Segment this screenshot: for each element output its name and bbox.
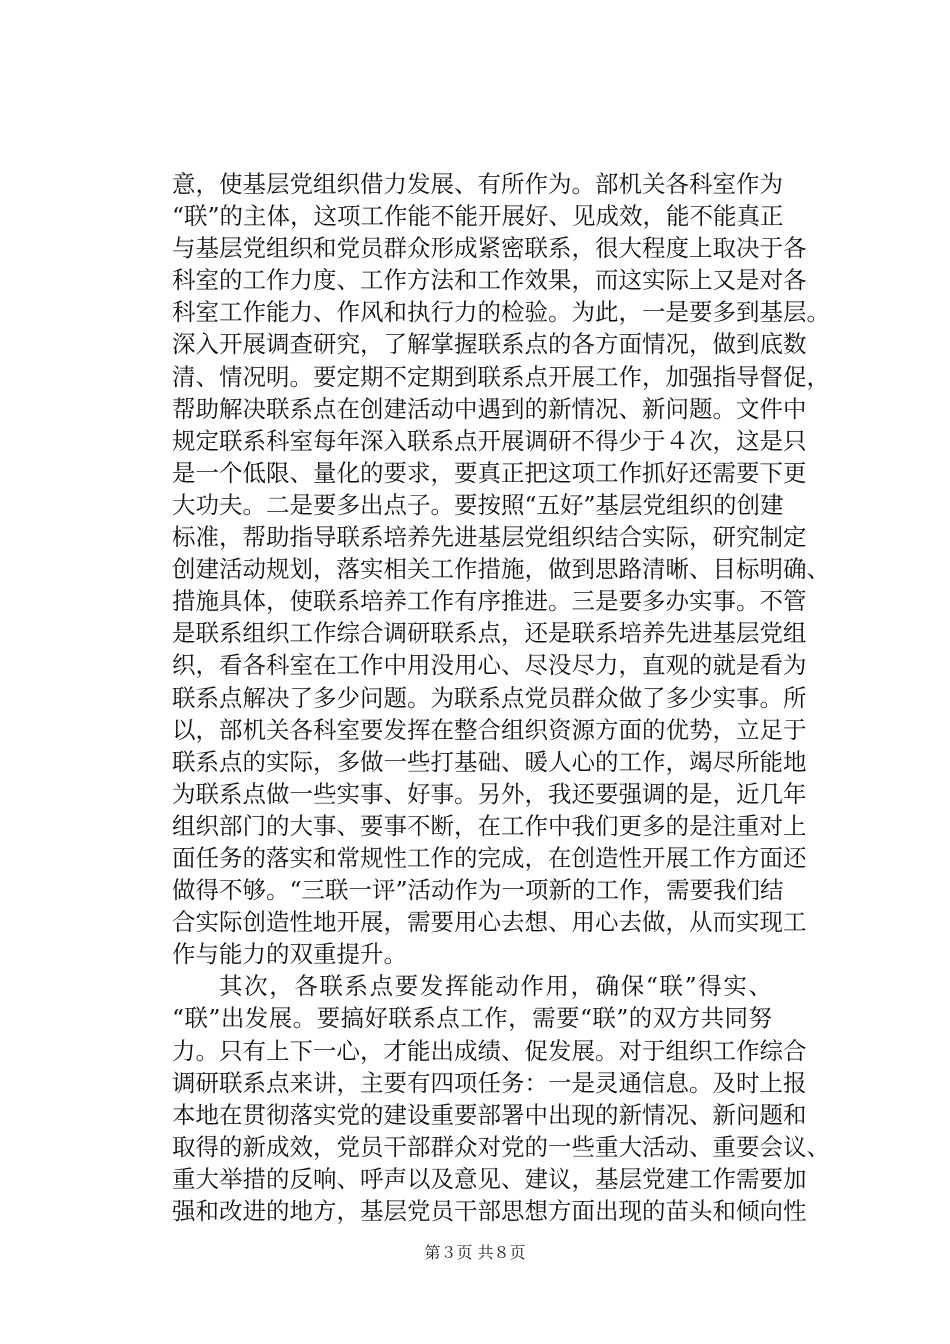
text-line: 科室的工作力度、工作方法和工作效果，而这实际上又是对各 (172, 266, 807, 295)
text-line: 力。只有上下一心，才能出成绩、促发展。对于组织工作综合 (172, 1036, 807, 1065)
text-line: 措施具体，使联系培养工作有序推进。三是要多办实事。不管 (172, 587, 807, 616)
text-line: 大功夫。二是要多出点子。要按照“五好”基层党组织的创建 (172, 490, 784, 519)
text-line: 是联系组织工作综合调研联系点，还是联系培养先进基层党组 (172, 619, 807, 648)
text-line: 为联系点做一些实事、好事。另外，我还要强调的是，近几年 (172, 779, 807, 808)
text-line: 以，部机关各科室要发挥在整合组织资源方面的优势，立足于 (172, 715, 807, 744)
text-line: 联系点的实际，多做一些打基础、暖人心的工作，竭尽所能地 (172, 747, 807, 776)
paragraph-end-line: 作与能力的双重提升。 (172, 940, 407, 969)
text-line: 组织部门的大事、要事不断，在工作中我们更多的是注重对上 (172, 811, 807, 840)
text-line: 是一个低限、量化的要求，要真正把这项工作抓好还需要下更 (172, 458, 807, 487)
text-line: 合实际创造性地开展，需要用心去想、用心去做，从而实现工 (172, 908, 807, 937)
text-line: 重大举措的反响、呼声以及意见、建议，基层党建工作需要加 (172, 1164, 807, 1193)
text-line: 联系点解决了多少问题。为联系点党员群众做了多少实事。所 (172, 683, 807, 712)
text-line: “联”的主体，这项工作能不能开展好、见成效，能不能真正 (172, 202, 784, 231)
text-line: 深入开展调查研究，了解掌握联系点的各方面情况，做到底数 (172, 330, 807, 359)
text-line: 织，看各科室在工作中用没用心、尽没尽力，直观的就是看为 (172, 651, 807, 680)
text-line: 帮助解决联系点在创建活动中遇到的新情况、新问题。文件中 (172, 394, 807, 423)
text-line: 创建活动规划，落实相关工作措施，做到思路清晰、目标明确、 (172, 555, 830, 584)
text-line: 意，使基层党组织借力发展、有所作为。部机关各科室作为 (172, 170, 783, 198)
text-line: 强和改进的地方，基层党员干部思想方面出现的苗头和倾向性 (172, 1197, 807, 1225)
text-line: “联”出发展。要搞好联系点工作，需要“联”的双方共同努 (172, 1004, 772, 1033)
body-text (172, 168, 830, 1227)
text-line: 做得不够。“三联一评”活动作为一项新的工作，需要我们结 (172, 876, 784, 905)
text-line: 面任务的落实和常规性工作的完成，在创造性开展工作方面还 (172, 843, 807, 872)
text-line: 科室工作能力、作风和执行力的检验。为此，一是要多到基层。 (172, 298, 830, 327)
page-number-footer: 第３页 共８页 (424, 1243, 526, 1262)
text-line: 标准，帮助指导联系培养先进基层党组织结合实际，研究制定 (172, 523, 807, 552)
text-line: 调研联系点来讲，主要有四项任务：一是灵通信息。及时上报 (172, 1068, 807, 1097)
text-line: 清、情况明。要定期不定期到联系点开展工作，加强指导督促， (172, 362, 830, 391)
paragraph-start-line: 其次，各联系点要发挥能动作用，确保“联”得实、 (219, 972, 772, 1001)
text-line: 规定联系科室每年深入联系点开展调研不得少于４次，这是只 (172, 426, 807, 455)
text-line: 本地在贯彻落实党的建设重要部署中出现的新情况、新问题和 (172, 1100, 807, 1129)
text-line: 与基层党组织和党员群众形成紧密联系，很大程度上取决于各 (172, 234, 807, 263)
text-line: 取得的新成效，党员干部群众对党的一些重大活动、重要会议、 (172, 1132, 830, 1161)
